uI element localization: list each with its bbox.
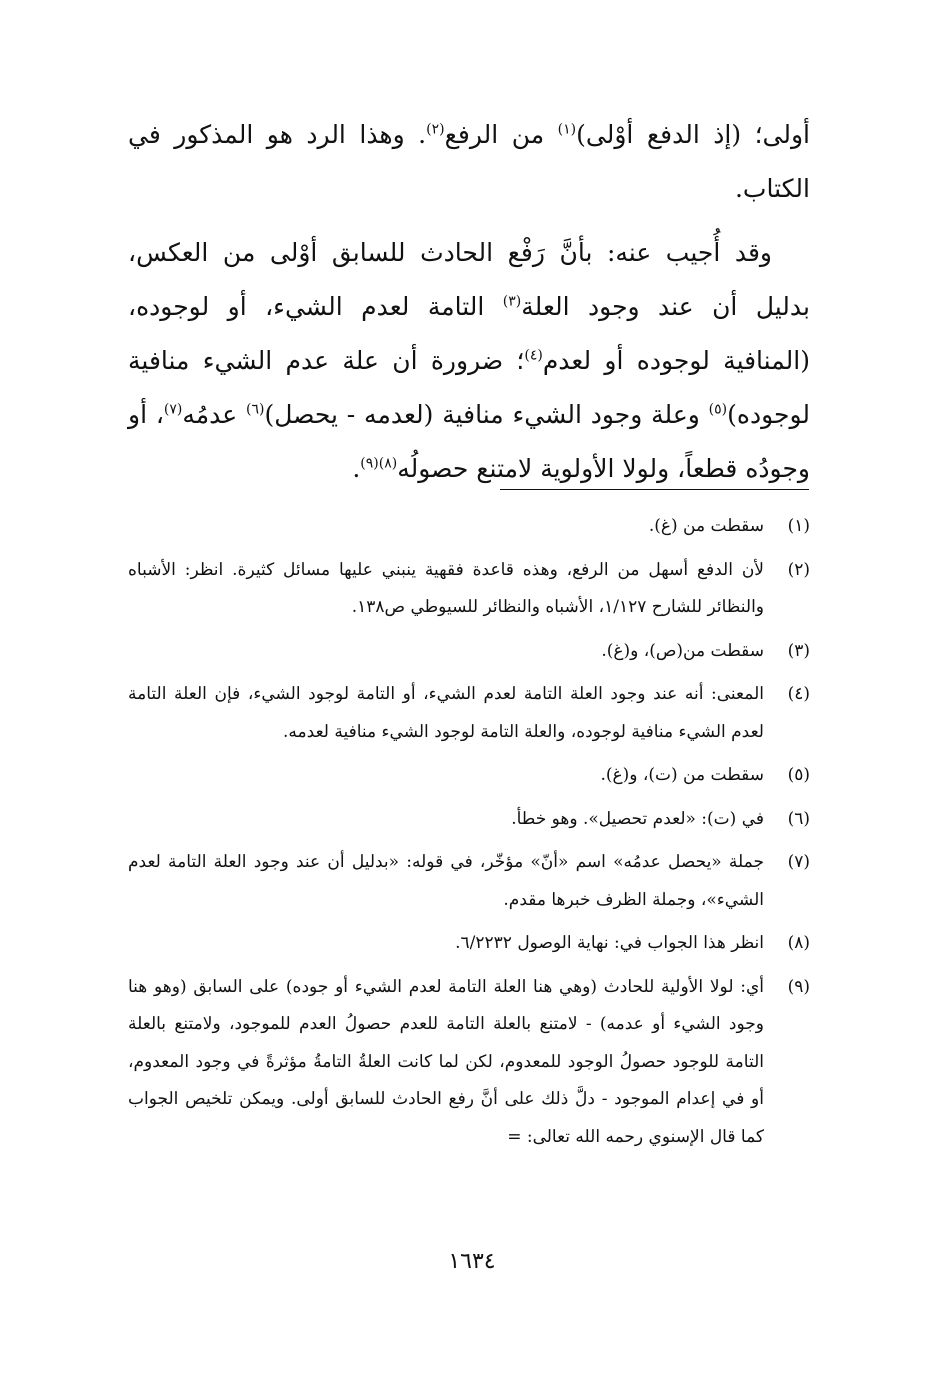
- footnote-text: لأن الدفع أسهل من الرفع، وهذه قاعدة فقهية ينبني عليها مسائل كثيرة. انظر: الأشباه والنظائر للشارح ١/١٢٧، الأشباه والنظائر للسيوطي ص١٣٨.: [128, 559, 764, 617]
- footnote: [128, 925, 810, 963]
- footnote-ref-2[interactable]: (٢): [426, 121, 445, 138]
- main-text: [128, 108, 810, 496]
- footnote: [128, 508, 810, 546]
- footnote-ref-7[interactable]: (٧): [163, 401, 183, 418]
- page-number: ١٦٣٤: [448, 1249, 496, 1274]
- footnote-text: سقطت من (ت)، و(غ).: [600, 765, 764, 785]
- footnote: [128, 844, 810, 919]
- footnote-number: (٦): [787, 808, 810, 829]
- footnote-ref-5[interactable]: (٥): [708, 401, 728, 418]
- footnote-number: (٨): [787, 933, 810, 953]
- footnote-number: (٧): [787, 852, 810, 872]
- footnote-text: في (ت): «لعدم تحصيل». وهو خطأ.: [511, 808, 764, 829]
- footnote: [128, 676, 810, 751]
- footnote-text: سقطت من(ص)، و(غ).: [601, 640, 764, 661]
- footnote: [128, 969, 810, 1157]
- footnote-ref-1[interactable]: (١): [557, 121, 577, 138]
- footnote-ref-6[interactable]: (٦): [246, 401, 265, 418]
- footnote-separator: [500, 489, 809, 490]
- footnote-text: سقطت من (غ).: [648, 516, 764, 536]
- footnote: [128, 801, 810, 839]
- footnote-text: جملة «يحصل عدمُه» اسم «أنّ» مؤخّر، في قوله: «بدليل أن عند وجود العلة التامة لعدم الشيء»، وجملة الظرف خبرها مقدم.: [128, 852, 764, 910]
- footnote-text: المعنى: أنه عند وجود العلة التامة لعدم الشيء، أو التامة لوجود الشيء، فإن العلة التامة لعدم الشيء منافية لوجوده، والعلة التامة لوجود الشيء منافية لعدمه.: [128, 684, 764, 742]
- footnote: [128, 633, 810, 671]
- footnote: [128, 552, 810, 627]
- footnote-number: (٢): [787, 559, 810, 580]
- footnote-text: أي: لولا الأولية للحادث (وهي هنا العلة التامة لعدم الشيء أو جوده) على السابق (وهو هنا وجود الشيء أو عدمه) - لامتنع بالعلة التامة للعدم حصولُ العدم للموجود، ولامتنع بالعلة التامة للوجود حصولُ الوجود للمعدوم، لكن لما كانت العلةُ التامةُ مؤثرةً في وجود المعدوم، أو في إعدام الموجود - دلَّ ذلك على أنَّ رفع الحادث للسابق أولى. ويمكن تلخيص الجواب كما قال الإسنوي رحمه الله تعالى: =: [128, 976, 764, 1147]
- footnotes: [128, 508, 810, 1162]
- footnote-ref-3[interactable]: (٣): [502, 293, 522, 310]
- footnote-number: (١): [787, 516, 810, 536]
- footnote-text: انظر هذا الجواب في: نهاية الوصول ٦/٢٢٣٢.: [455, 933, 764, 953]
- footnote-number: (٤): [787, 684, 810, 704]
- main-paragraph-1: أولى؛ (إذ الدفع أوْلى)$^{(١)}$ من الرفع$^{(٢)}$. وهذا الرد هو المذكور في الكتاب.: [128, 120, 811, 203]
- main-paragraph-2: وقد أُجيب عنه: بأنَّ رَفْع الحادث للسابق أوْلى من العكس، بدليل أن عند وجود العلة$^{(٣)}$ التامة لعدم الشيء، أو لوجوده، (المنافية لوجوده أو لعدم$^{(٤)}$؛ ضرورة أن علة عدم الشيء منافية لوجوده)$^{(٥)}$ وعلة وجود الشيء منافية (لعدمه - يحصل)$^{(٦)}$ عدمُه$^{(٧)}$، أو وجودُه قطعاً، ولولا الأولوية لامتنع حصولُه$^{(٨)(٩)}$.: [128, 238, 811, 483]
- footnote-number: (٩): [787, 976, 810, 997]
- footnote-number: (٥): [787, 765, 810, 785]
- footnote-ref-4[interactable]: (٤): [524, 347, 543, 364]
- footnote-number: (٣): [787, 640, 810, 661]
- footnote-ref-8-9[interactable]: (٨)(٩): [360, 455, 398, 472]
- footnote: [128, 757, 810, 795]
